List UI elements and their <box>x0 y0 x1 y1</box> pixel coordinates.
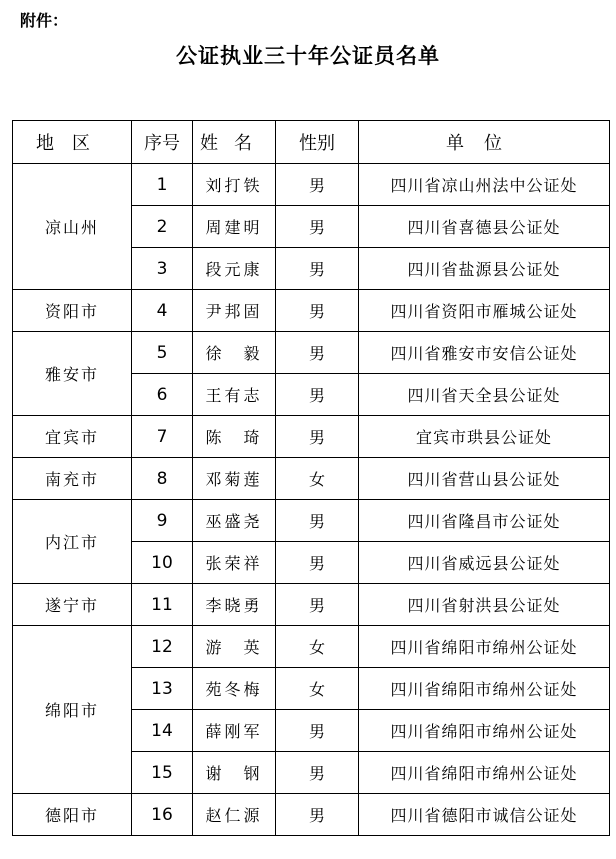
region-cell: 内江市 <box>13 500 132 584</box>
table-header <box>13 121 610 164</box>
seq-cell: 4 <box>132 290 193 332</box>
gender-cell: 男 <box>276 584 359 626</box>
name-cell: 游 英 <box>193 626 276 668</box>
name-cell: 巫盛尧 <box>193 500 276 542</box>
seq-cell: 9 <box>132 500 193 542</box>
gender-cell: 男 <box>276 206 359 248</box>
region-cell: 遂宁市 <box>13 584 132 626</box>
gender-cell: 男 <box>276 794 359 836</box>
unit-cell: 四川省营山县公证处 <box>359 458 610 500</box>
gender-cell: 女 <box>276 458 359 500</box>
gender-cell: 男 <box>276 248 359 290</box>
table-row <box>13 794 610 836</box>
region-cell: 德阳市 <box>13 794 132 836</box>
gender-cell: 男 <box>276 752 359 794</box>
unit-cell: 四川省盐源县公证处 <box>359 248 610 290</box>
name-cell: 苑冬梅 <box>193 668 276 710</box>
seq-cell: 1 <box>132 164 193 206</box>
header-gender: 性别 <box>276 121 359 164</box>
table-body <box>13 164 610 836</box>
gender-cell: 男 <box>276 542 359 584</box>
gender-cell: 男 <box>276 500 359 542</box>
unit-cell: 宜宾市珙县公证处 <box>359 416 610 458</box>
gender-cell: 男 <box>276 416 359 458</box>
table-row <box>13 332 610 374</box>
unit-cell: 四川省凉山州法中公证处 <box>359 164 610 206</box>
name-cell: 薛刚军 <box>193 710 276 752</box>
gender-cell: 男 <box>276 332 359 374</box>
seq-cell: 12 <box>132 626 193 668</box>
seq-cell: 14 <box>132 710 193 752</box>
gender-cell: 女 <box>276 668 359 710</box>
unit-cell: 四川省喜德县公证处 <box>359 206 610 248</box>
gender-cell: 女 <box>276 626 359 668</box>
name-cell: 陈 琦 <box>193 416 276 458</box>
unit-cell: 四川省隆昌市公证处 <box>359 500 610 542</box>
seq-cell: 16 <box>132 794 193 836</box>
name-cell: 刘打铁 <box>193 164 276 206</box>
name-cell: 周建明 <box>193 206 276 248</box>
region-cell: 雅安市 <box>13 332 132 416</box>
name-cell: 李晓勇 <box>193 584 276 626</box>
region-cell: 南充市 <box>13 458 132 500</box>
unit-cell: 四川省德阳市诚信公证处 <box>359 794 610 836</box>
region-cell: 资阳市 <box>13 290 132 332</box>
seq-cell: 6 <box>132 374 193 416</box>
unit-cell: 四川省绵阳市绵州公证处 <box>359 668 610 710</box>
header-name: 姓名 <box>193 121 276 164</box>
gender-cell: 男 <box>276 710 359 752</box>
table-row <box>13 500 610 542</box>
table-row <box>13 584 610 626</box>
unit-cell: 四川省绵阳市绵州公证处 <box>359 710 610 752</box>
seq-cell: 10 <box>132 542 193 584</box>
unit-cell: 四川省绵阳市绵州公证处 <box>359 626 610 668</box>
table-row <box>13 416 610 458</box>
unit-cell: 四川省绵阳市绵州公证处 <box>359 752 610 794</box>
name-cell: 徐 毅 <box>193 332 276 374</box>
unit-cell: 四川省雅安市安信公证处 <box>359 332 610 374</box>
header-seq: 序号 <box>132 121 193 164</box>
name-cell: 赵仁源 <box>193 794 276 836</box>
seq-cell: 3 <box>132 248 193 290</box>
table-row <box>13 290 610 332</box>
unit-cell: 四川省天全县公证处 <box>359 374 610 416</box>
header-region: 地区 <box>13 121 132 164</box>
region-cell: 凉山州 <box>13 164 132 290</box>
document-title: 公证执业三十年公证员名单 <box>176 44 440 68</box>
name-cell: 张荣祥 <box>193 542 276 584</box>
seq-cell: 8 <box>132 458 193 500</box>
seq-cell: 5 <box>132 332 193 374</box>
name-cell: 段元康 <box>193 248 276 290</box>
region-cell: 宜宾市 <box>13 416 132 458</box>
name-cell: 王有志 <box>193 374 276 416</box>
notary-list-table <box>12 120 610 836</box>
name-cell: 尹邦固 <box>193 290 276 332</box>
table-row <box>13 458 610 500</box>
gender-cell: 男 <box>276 374 359 416</box>
seq-cell: 15 <box>132 752 193 794</box>
name-cell: 谢 钢 <box>193 752 276 794</box>
unit-cell: 四川省射洪县公证处 <box>359 584 610 626</box>
seq-cell: 7 <box>132 416 193 458</box>
seq-cell: 11 <box>132 584 193 626</box>
header-unit: 单位 <box>359 121 610 164</box>
gender-cell: 男 <box>276 290 359 332</box>
unit-cell: 四川省资阳市雁城公证处 <box>359 290 610 332</box>
attachment-label: 附件： <box>20 11 69 30</box>
header-row <box>13 121 610 164</box>
name-cell: 邓菊莲 <box>193 458 276 500</box>
table-row <box>13 626 610 668</box>
table-row <box>13 164 610 206</box>
unit-cell: 四川省威远县公证处 <box>359 542 610 584</box>
region-cell: 绵阳市 <box>13 626 132 794</box>
seq-cell: 13 <box>132 668 193 710</box>
seq-cell: 2 <box>132 206 193 248</box>
gender-cell: 男 <box>276 164 359 206</box>
